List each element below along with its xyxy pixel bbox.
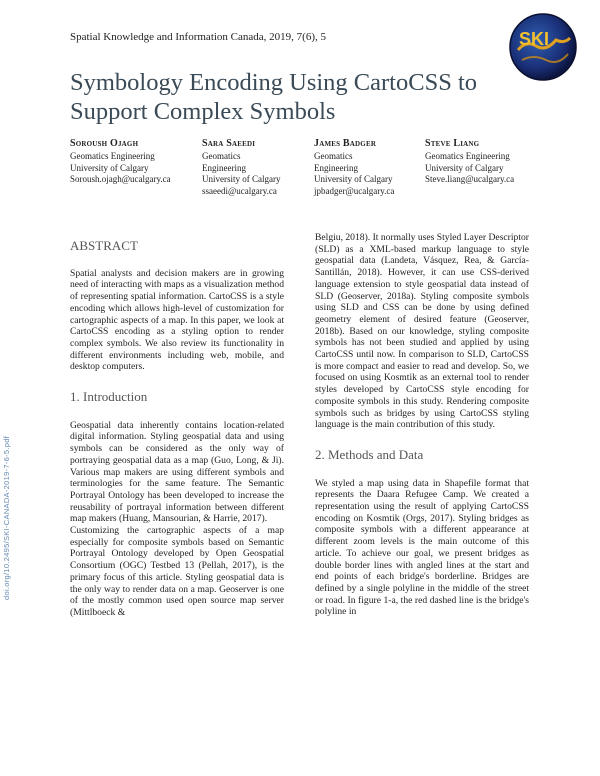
author-block-1: Soroush Ojagh Geomatics Engineering University of Calgary Soroush.ojagh@ucalgary.ca — [70, 138, 171, 185]
doi-sidebar-link[interactable]: doi.org/10.2495/SKI-CANADA-2019-7-6-5.pdf — [2, 435, 11, 600]
introduction-heading: 1. Introduction — [70, 389, 148, 405]
author-name: Sara Saeedi — [202, 138, 256, 149]
intro-paragraph-2: Customizing the cartographic aspects of a map especially for composite symbols based on Semantic Portrayal Ontology developed by Open Geospatial Consortium (OGC) Testbed 13 (Pellah, 2017), is the primary focus of this article. Styling geospatial data is the only way to render data on a map. Geoserver is one of the mostly common used open source map server (Mittlboeck & — [70, 525, 284, 618]
author-block-2: Sara Saeedi Geomatics Engineering University of Calgary ssaeedi@ucalgary.ca — [202, 138, 281, 197]
journal-citation: Spatial Knowledge and Information Canada, 2019, 7(6), 5 — [70, 31, 326, 43]
intro-paragraph-1: Geospatial data inherently contains location-related digital information. Styling geospatial data and using symbols can be considered as the only way of portraying geospatial data as a map (Guo, Long, & Ji). Various map makers are using different symbols and terminologies for the same feature. The Semantic Portrayal Ontology has been developed to increase the reusability of portrayal information between different map makers (Huang, Mansourian, & Harrie, 2017). — [70, 419, 284, 525]
methods-heading: 2. Methods and Data — [315, 446, 424, 462]
abstract-heading: ABSTRACT — [70, 238, 138, 253]
abstract-text: Spatial analysts and decision makers are in growing need of interacting with maps as a visualization method of representing spatial information. CartoCSS is a style encoding which allows high-level of customization for cartographic aspects of a map. In this paper, we look at CartoCSS encoding as a styling option to render complex symbols. We also review its functionality in different environments including web, mobile, and desktop computers. — [70, 267, 284, 373]
paper-title: Symbology Encoding Using CartoCSS to Support Complex Symbols — [70, 69, 478, 125]
methods-paragraph: We styled a map using data in Shapefile format that represents the Daara Refugee Camp. We created a representation using the result of applying CartoCSS encoding on Kosmtik (Orgs, 2017). Styling bridges as composite symbols with a different appearance at different zoom levels is the main outcome of this article. To achieve our goal, we present bridges as double border lines with angled lines at the start and end points of each bridge's borderline. Bridges are defined by a single polyline in the middle of the street or road. In figure 1-a, the red dashed line is the bridge's polyline in — [315, 477, 529, 618]
left-column — [70, 240, 284, 619]
author-name: Soroush Ojagh — [70, 138, 139, 149]
body-paragraph-1: Belgiu, 2018). It normally uses Styled Layer Descriptor (SLD) as a XML-based markup language to style geospatial data (Landeta, Vásquez, Rea, & García-Santillán, 2018). However, it can use CSS-derived language extension to style geospatial data instead of SLD (Geoserver, 2018a). Styling composite symbols using SLD and CSS can be done by using defined geometry element of desired feature (Geoserver, 2018b). Based on our knowledge, styling composite symbols has not been studied and applied by using CartoCSS until now. In comparison to SLD, CartoCSS is more compact and easier to read and develop. So, we focused on using Kosmtik as an external tool to render styles developed by CartoCSS style encoding for composite symbols in this study. Rendering composite symbols such as bridges by using CartoCSS styling language is the main contribution of this study. — [315, 232, 529, 431]
author-block-4: Steve Liang Geomatics Engineering University of Calgary Steve.liang@ucalgary.ca — [425, 138, 515, 185]
author-name: Steve Liang — [425, 138, 480, 149]
right-column — [315, 232, 529, 618]
svg-text:SKI: SKI — [519, 29, 550, 49]
author-name: James Badger — [314, 138, 377, 149]
author-block-3: James Badger Geomatics Engineering University of Calgary jpbadger@ucalgary.ca — [314, 138, 395, 197]
ski-logo — [506, 10, 580, 84]
